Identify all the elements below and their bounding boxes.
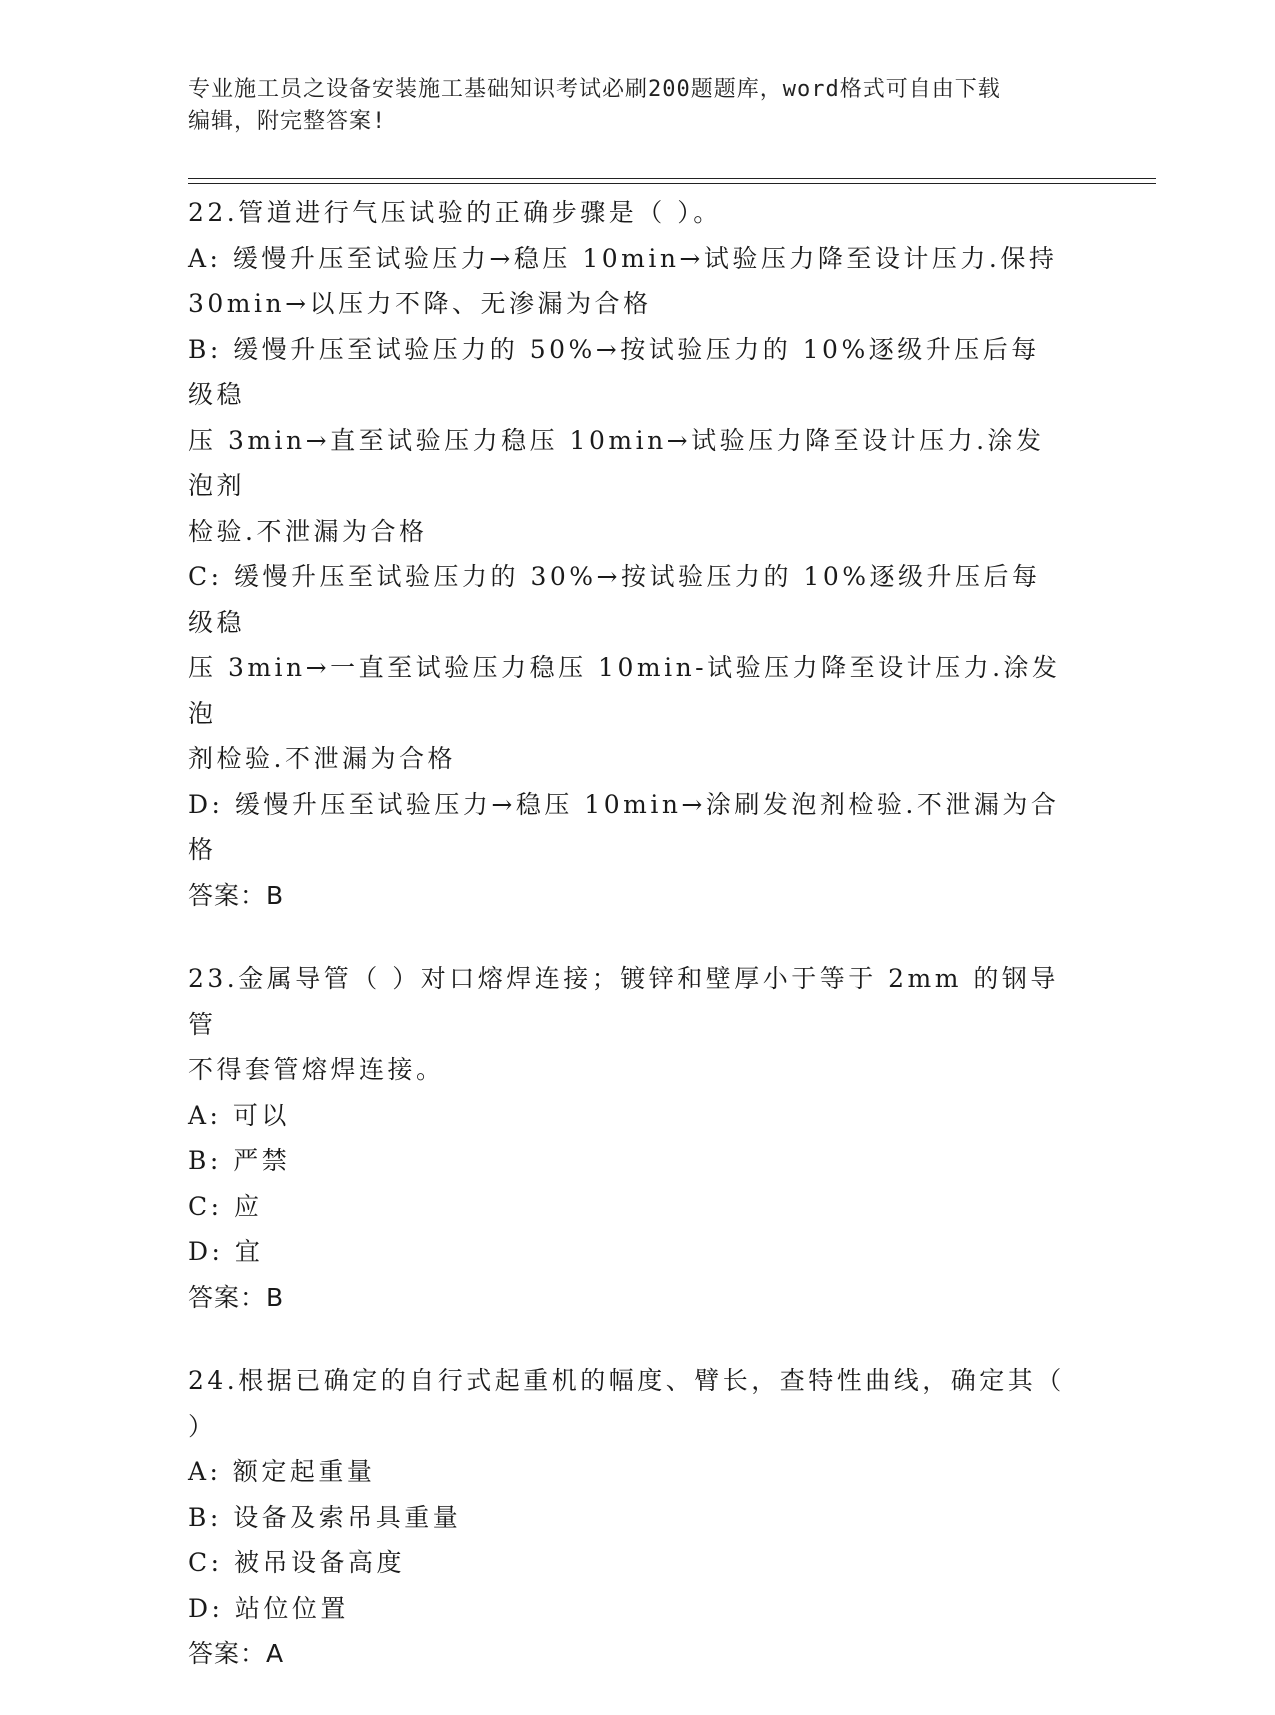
- option-a: A: 额定起重量: [188, 1457, 376, 1486]
- header-line-1: 专业施工员之设备安装施工基础知识考试必刷200题题库，word格式可自由下载: [188, 77, 1001, 102]
- option-c: C: 被吊设备高度: [188, 1548, 405, 1577]
- question-stem: 22.管道进行气压试验的正确步骤是（ ）。: [188, 198, 722, 227]
- header-line-2: 编辑，附完整答案!: [188, 109, 387, 134]
- option-b: B: 设备及索吊具重量: [188, 1502, 462, 1532]
- option-c: C: 缓慢升压至试验压力的 30%→按试验压力的 10%逐级升压后每级稳 压 3min→一直至试验压力稳压 10min-试验压力降至设计压力.涂发泡 剂检验.不泄漏为合格: [188, 562, 1061, 773]
- option-d: D: 宜: [188, 1237, 264, 1266]
- option-a: A: 缓慢升压至试验压力→稳压 10min→试验压力降至设计压力.保持 30min→以压力不降、无渗漏为合格: [188, 243, 1058, 318]
- option-d: D: 站位位置: [188, 1593, 349, 1623]
- option-b: B: 缓慢升压至试验压力的 50%→按试验压力的 10%逐级升压后每级稳 压 3min→直至试验压力稳压 10min→试验压力降至设计压力.涂发泡剂 检验.不泄漏为合格: [188, 334, 1045, 546]
- header-rule-top: [188, 178, 1156, 179]
- answer-label: 答案：B: [188, 880, 285, 910]
- option-b: B: 严禁: [188, 1146, 291, 1175]
- question-24: [188, 1358, 1068, 1677]
- question-23: [188, 956, 1068, 1320]
- document-header: [188, 74, 1088, 138]
- header-rule-bottom: [188, 183, 1156, 184]
- option-a: A: 可以: [188, 1100, 290, 1130]
- answer-label: 答案：A: [188, 1639, 285, 1668]
- question-list: [188, 190, 1068, 1715]
- option-c: C: 应: [188, 1191, 263, 1221]
- option-d: D: 缓慢升压至试验压力→稳压 10min→涂刷发泡剂检验.不泄漏为合格: [188, 789, 1060, 864]
- question-22: [188, 190, 1068, 918]
- question-stem: 23.金属导管（ ）对口熔焊连接；镀锌和壁厚小于等于 2mm 的钢导管 不得套管熔焊连接。: [188, 964, 1059, 1084]
- answer-label: 答案：B: [188, 1282, 285, 1312]
- question-stem: 24.根据已确定的自行式起重机的幅度、臂长，查特性曲线，确定其（ ）: [188, 1366, 1065, 1441]
